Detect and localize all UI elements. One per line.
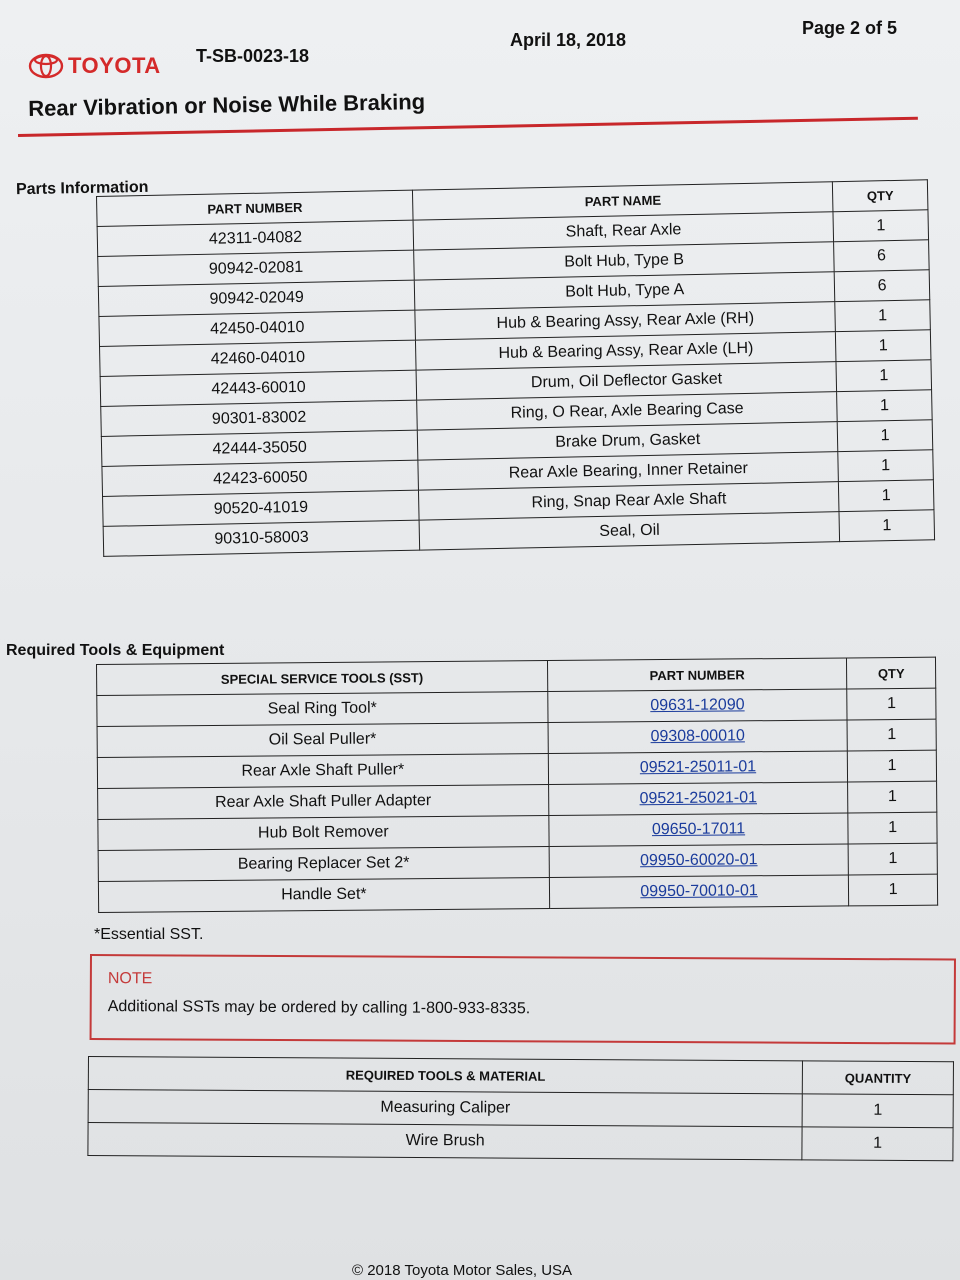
table-cell: 1 <box>836 360 931 392</box>
logo-text: TOYOTA <box>68 53 161 78</box>
copyright-footer: © 2018 Toyota Motor Sales, USA <box>352 1262 573 1279</box>
col-sst: SPECIAL SERVICE TOOLS (SST) <box>97 661 548 696</box>
note-title: NOTE <box>107 970 153 988</box>
table-cell: 1 <box>835 300 930 332</box>
table-cell: Wire Brush <box>88 1123 803 1160</box>
table-cell: Rear Axle Bearing, Inner Retainer <box>418 452 838 490</box>
table-cell: 1 <box>847 719 936 751</box>
table-cell: 1 <box>802 1127 953 1161</box>
table-cell: 1 <box>848 843 937 875</box>
table-cell: Measuring Caliper <box>88 1090 803 1127</box>
table-cell: 42450-04010 <box>99 310 416 346</box>
table-cell: 90301-83002 <box>101 400 418 436</box>
table-row <box>98 874 937 912</box>
table-cell <box>548 720 848 754</box>
table-cell: 42423-60050 <box>102 460 419 496</box>
col-quantity: QUANTITY <box>803 1061 954 1095</box>
table-cell <box>549 875 849 909</box>
table-cell: Bolt Hub, Type B <box>414 242 834 280</box>
table-cell: Rear Axle Shaft Puller* <box>97 754 548 789</box>
parts-table <box>96 179 935 557</box>
table-cell: 1 <box>839 480 934 512</box>
table-cell: 1 <box>848 812 937 844</box>
table-cell: Ring, O Rear, Axle Bearing Case <box>417 392 837 430</box>
tool-part-number-link[interactable]: 09308-00010 <box>650 727 745 746</box>
table-cell: Brake Drum, Gasket <box>417 422 837 460</box>
table-cell: Oil Seal Puller* <box>97 723 548 758</box>
table-cell <box>548 751 848 785</box>
materials-table-body <box>88 1090 953 1161</box>
col-part-number: PART NUMBER <box>97 190 414 226</box>
table-cell: 42444-35050 <box>101 430 418 466</box>
tools-section-label: Required Tools & Equipment <box>6 642 225 659</box>
table-cell: Handle Set* <box>98 878 549 913</box>
table-cell <box>549 813 849 847</box>
note-box <box>90 954 956 1045</box>
note-text: Additional SSTs may be ordered by calling 1-800-933-8335. <box>107 998 531 1018</box>
table-cell: Seal, Oil <box>419 512 839 550</box>
table-cell: Seal Ring Tool* <box>97 692 548 727</box>
table-cell: 1 <box>838 450 933 482</box>
sst-table <box>96 657 938 913</box>
table-row <box>88 1123 953 1161</box>
table-cell: 1 <box>839 510 934 542</box>
table-cell: Ring, Snap Rear Axle Shaft <box>419 482 839 520</box>
parts-section-label: Parts Information <box>15 178 149 199</box>
tool-part-number-link[interactable]: 09650-17011 <box>651 820 746 839</box>
col-part-name: PART NAME <box>413 182 833 220</box>
bulletin-id: T-SB-0023-18 <box>196 46 310 66</box>
table-cell: 1 <box>848 781 937 813</box>
toyota-emblem-icon <box>28 52 64 80</box>
table-cell: Hub & Bearing Assy, Rear Axle (LH) <box>416 332 836 370</box>
table-cell: 1 <box>836 330 931 362</box>
table-cell: Shaft, Rear Axle <box>413 212 833 250</box>
table-cell: 90520-41019 <box>103 490 420 526</box>
table-cell: Hub Bolt Remover <box>98 816 549 851</box>
table-cell: 42460-04010 <box>100 340 417 376</box>
tool-part-number-link[interactable]: 09631-12090 <box>650 696 745 715</box>
table-cell: Bolt Hub, Type A <box>414 272 834 310</box>
table-cell: Hub & Bearing Assy, Rear Axle (RH) <box>415 302 835 340</box>
table-cell: 1 <box>837 390 932 422</box>
sst-table-body <box>97 688 938 912</box>
table-cell: 90310-58003 <box>103 520 420 556</box>
table-cell <box>548 782 848 816</box>
table-cell <box>548 689 848 723</box>
table-cell: 42443-60010 <box>100 370 417 406</box>
table-cell: 1 <box>837 420 932 452</box>
table-cell: 6 <box>834 270 929 302</box>
bulletin-date: April 18, 2018 <box>510 30 627 50</box>
tool-part-number-link[interactable]: 09521-25021-01 <box>639 789 758 808</box>
table-cell: 90942-02081 <box>98 250 415 286</box>
parts-table-body <box>97 210 934 557</box>
tool-part-number-link[interactable]: 09521-25011-01 <box>639 758 757 777</box>
table-cell: 1 <box>847 688 936 720</box>
table-cell: 1 <box>848 750 937 782</box>
col-sst-qty: QTY <box>847 657 936 689</box>
table-cell: 1 <box>833 210 928 242</box>
essential-sst-note: *Essential SST. <box>94 926 204 943</box>
table-cell: 90942-02049 <box>98 280 415 316</box>
table-cell: 1 <box>802 1094 953 1128</box>
table-cell: Rear Axle Shaft Puller Adapter <box>98 785 549 820</box>
materials-table <box>87 1056 954 1161</box>
table-cell: 6 <box>834 240 929 272</box>
table-row <box>88 1090 953 1128</box>
table-cell <box>549 844 849 878</box>
tool-part-number-link[interactable]: 09950-70010-01 <box>640 882 758 901</box>
table-cell: Bearing Replacer Set 2* <box>98 847 549 882</box>
table-cell: 42311-04082 <box>97 220 414 256</box>
col-material: REQUIRED TOOLS & MATERIAL <box>88 1057 803 1094</box>
table-cell: 1 <box>849 874 938 906</box>
materials-header-row <box>88 1057 953 1095</box>
table-cell: Drum, Oil Deflector Gasket <box>416 362 836 400</box>
col-sst-part-number: PART NUMBER <box>547 658 847 692</box>
toyota-logo <box>28 52 161 80</box>
page-title: Rear Vibration or Noise While Braking <box>28 89 426 121</box>
col-qty: QTY <box>833 180 928 212</box>
page-number: Page 2 of 5 <box>802 18 898 38</box>
tool-part-number-link[interactable]: 09950-60020-01 <box>639 851 758 870</box>
